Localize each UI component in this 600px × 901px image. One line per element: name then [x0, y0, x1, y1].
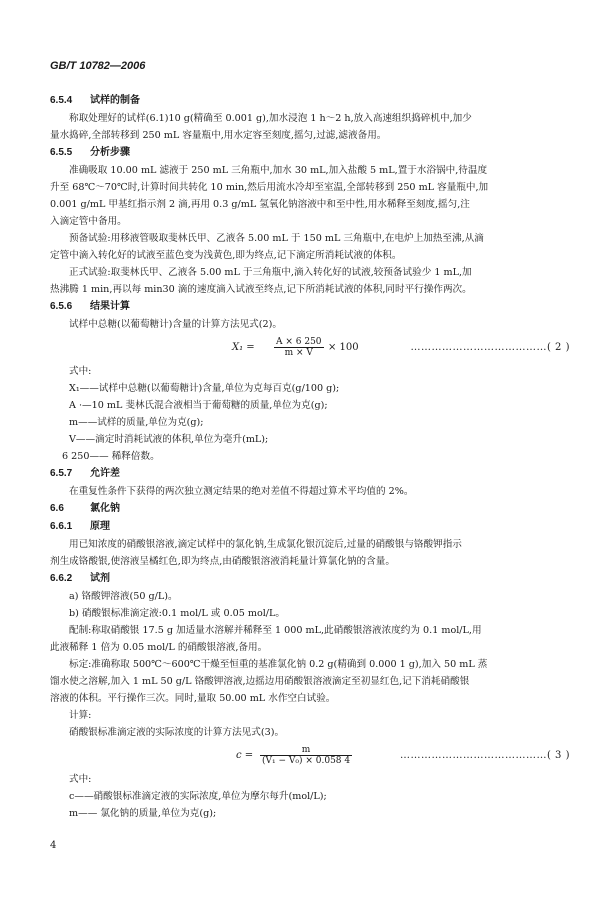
paragraph-line: 配制:称取硝酸银 17.5 g 加适量水溶解并稀释至 1 000 mL,此硝酸银溶液浓度约为 0.1 mol/L,用	[69, 625, 482, 636]
formula-numerator: A × 6 250	[276, 337, 322, 347]
paragraph-line: 预备试验:用移液管吸取斐林氏甲、乙液各 5.00 mL 于 150 mL 三角瓶中,在电炉上加热至沸,从滴	[69, 233, 484, 244]
section-heading-6-6: 6.6 氯化钠	[50, 503, 120, 514]
section-heading-6-5-7: 6.5.7 允许差	[50, 468, 120, 479]
paragraph-line: 量水捣碎,全部转移到 250 mL 容量瓶中,用水定容至刻度,摇匀,过滤,滤液备用。	[50, 130, 387, 141]
main-content	[50, 92, 570, 822]
where-label: 式中:	[69, 774, 92, 785]
paragraph-line: 正式试验:取斐林氏甲、乙液各 5.00 mL 于三角瓶中,滴入转化好的试液,较预备试验少 1 mL,加	[69, 267, 472, 278]
equation-number: …………………………………( 2 )	[410, 342, 570, 353]
section-heading-6-5-6: 6.5.6 结果计算	[50, 301, 130, 312]
paragraph-line: 0.001 g/mL 甲基红指示剂 2 滴,再用 0.3 g/mL 氢氧化钠溶液中和至中性,用水稀释至刻度,摇匀,注	[50, 199, 470, 210]
paragraph-line: 用已知浓度的硝酸银溶液,滴定试样中的氯化钠,生成氯化银沉淀后,过量的硝酸银与铬酸钾指示	[69, 539, 462, 550]
paragraph-line: 入滴定管中备用。	[50, 216, 127, 227]
variable-definition: c——硝酸银标准滴定液的实际浓度,单位为摩尔每升(mol/L);	[69, 791, 327, 802]
paragraph-line: 硝酸银标准滴定液的实际浓度的计算方法见式(3)。	[69, 727, 285, 738]
reagent-item-a: a) 铬酸钾溶液(50 g/L)。	[69, 591, 178, 602]
paragraph-line: 在重复性条件下获得的两次独立测定结果的绝对差值不得超过算术平均值的 2%。	[69, 486, 414, 497]
section-heading-6-5-4: 6.5.4 试样的制备	[50, 95, 140, 106]
paragraph-line: 试样中总糖(以葡萄糖计)含量的计算方法见式(2)。	[69, 319, 282, 330]
paragraph-line: 溶液的体积。平行操作三次。同时,量取 50.00 mL 水作空白试验。	[50, 693, 336, 704]
variable-definition: A ·—10 mL 斐林氏混合液相当于葡萄糖的质量,单位为克(g);	[69, 400, 328, 411]
paragraph-line: 准确吸取 10.00 mL 滤液于 250 mL 三角瓶中,加水 30 mL,加入盐酸 5 mL,置于水浴锅中,待温度	[69, 165, 488, 176]
variable-definition: X₁——试样中总糖(以葡萄糖计)含量,单位为克每百克(g/100 g);	[69, 383, 340, 394]
paragraph-line: 称取处理好的试样(6.1)10 g(精确至 0.001 g),加水浸泡 1 h～2 h,放入高速组织捣碎机中,加少	[69, 113, 472, 124]
equation-number: ……………………………………( 3 )	[399, 750, 570, 761]
paragraph-line: 标定:准确称取 500℃～600℃干燥至恒重的基准氯化钠 0.2 g(精确到 0.000 1 g),加入 50 mL 蒸	[69, 659, 488, 670]
formula-lhs: c =	[236, 750, 254, 761]
formula-denominator: (V₁ − V₀) × 0.058 4	[262, 756, 351, 766]
paragraph-line: 热沸腾 1 min,再以每 min30 滴的速度滴入试液至终点,记下所消耗试液的体积,同时平行操作两次。	[50, 284, 472, 295]
variable-definition: m——试样的质量,单位为克(g);	[69, 417, 204, 428]
page-number: 4	[50, 840, 57, 851]
formula-denominator: m × V	[284, 348, 313, 358]
section-heading-6-6-2: 6.6.2 试剂	[50, 573, 110, 584]
formula-numerator: m	[260, 745, 352, 756]
variable-definition: 6 250—— 稀释倍数。	[62, 451, 160, 462]
standard-code: GB/T 10782—2006	[50, 60, 146, 72]
variable-definition: m—— 氯化钠的质量,单位为克(g);	[69, 808, 217, 819]
calc-label: 计算:	[69, 710, 92, 721]
paragraph-line: 馏水使之溶解,加入 1 mL 50 g/L 铬酸钾溶液,边摇边用硝酸银溶液滴定至初显红色,记下消耗硝酸银	[50, 676, 470, 687]
reagent-item-b: b) 硝酸银标准滴定液:0.1 mol/L 或 0.05 mol/L。	[69, 608, 286, 619]
paragraph-line: 升至 68℃～70℃时,计算时间共转化 10 min,然后用流水冷却至室温,全部转移到 250 mL 容量瓶中,加	[50, 182, 489, 193]
formula-fraction	[274, 337, 324, 358]
paragraph-line: 剂生成铬酸银,使溶液呈橘红色,即为终点,由硝酸银溶液消耗量计算氯化钠的含量。	[50, 556, 395, 567]
where-label: 式中:	[69, 366, 92, 377]
paragraph-line: 此液稀释 1 倍为 0.05 mol/L 的硝酸银溶液,备用。	[50, 642, 268, 653]
section-heading-6-6-1: 6.6.1 原理	[50, 521, 110, 532]
paragraph-line: 定管中滴入转化好的试液至蓝色变为浅黄色,即为终点,记下滴定所消耗试液的体积。	[50, 250, 402, 261]
formula-3	[50, 745, 570, 767]
variable-definition: V——滴定时消耗试液的体积,单位为毫升(mL);	[69, 434, 269, 445]
section-heading-6-5-5: 6.5.5 分析步骤	[50, 147, 130, 158]
formula-lhs: X₁ =	[232, 342, 255, 353]
formula-fraction	[260, 745, 352, 766]
formula-2	[50, 337, 570, 359]
formula-tail: × 100	[328, 342, 359, 353]
